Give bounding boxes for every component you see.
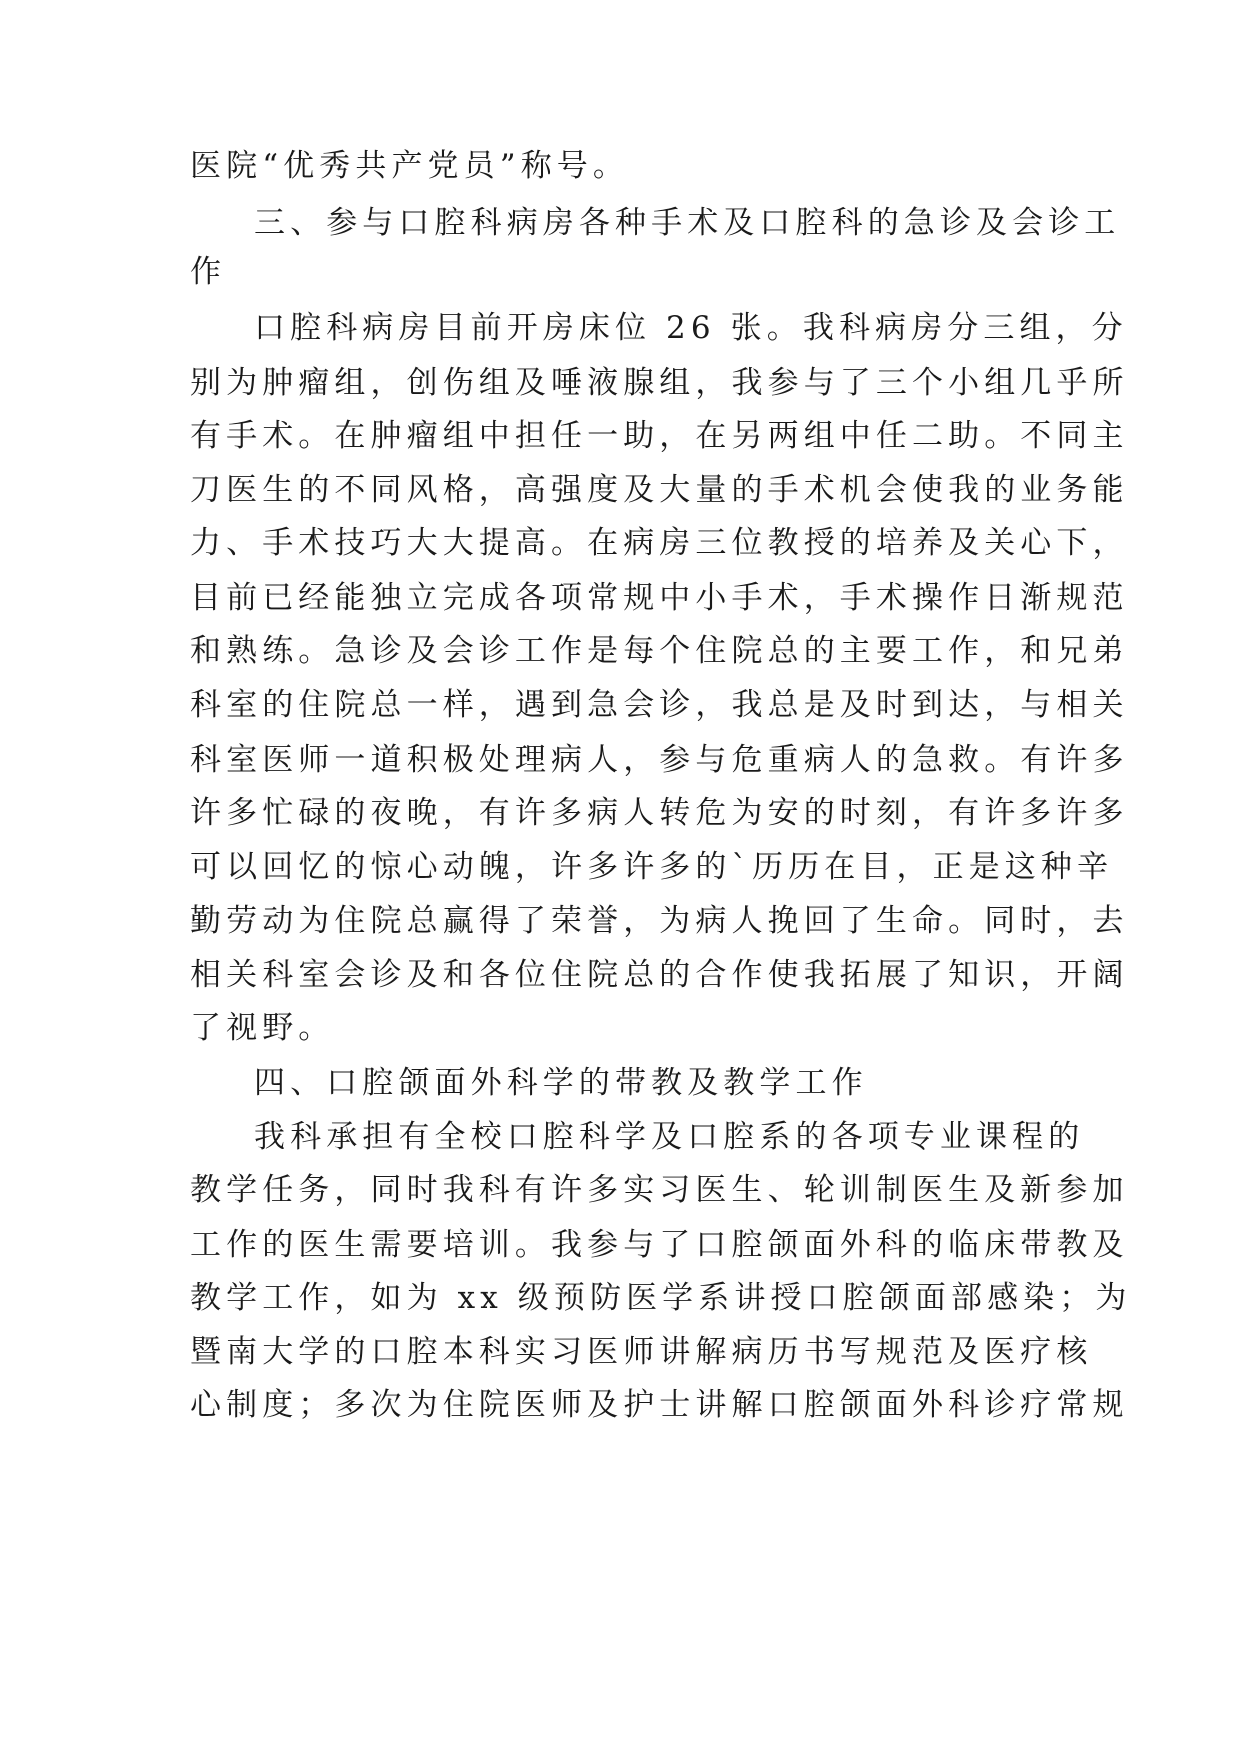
- text-line: 口腔科病房目前开房床位 26 张。我科病房分三组，分: [254, 310, 1128, 346]
- text-line: 目前已经能独立完成各项常规中小手术，手术操作日渐规范: [190, 580, 1129, 616]
- text-line: 教学任务，同时我科有许多实习医生、轮训制医生及新参加: [190, 1172, 1129, 1208]
- text-line: 了视野。: [190, 1010, 335, 1046]
- text-line: 教学工作，如为 xx 级预防医学系讲授口腔颌面部感染；为: [190, 1280, 1132, 1316]
- text-line: 力、手术技巧大大提高。在病房三位教授的培养及关心下，: [190, 525, 1129, 561]
- text-line: 别为肿瘤组，创伤组及唾液腺组，我参与了三个小组几乎所: [190, 365, 1129, 401]
- section-heading: 四、口腔颌面外科学的带教及教学工作: [254, 1065, 868, 1101]
- text-line: 和熟练。急诊及会诊工作是每个住院总的主要工作，和兄弟: [190, 633, 1129, 669]
- text-line: 有手术。在肿瘤组中担任一助，在另两组中任二助。不同主: [190, 418, 1129, 454]
- text-line: 科室的住院总一样，遇到急会诊，我总是及时到达，与相关: [190, 687, 1129, 723]
- section-heading: 三、参与口腔科病房各种手术及口腔科的急诊及会诊工: [254, 205, 1121, 241]
- text-line: 许多忙碌的夜晚，有许多病人转危为安的时刻，有许多许多: [190, 795, 1129, 831]
- text-line: 刀医生的不同风格，高强度及大量的手术机会使我的业务能: [190, 472, 1129, 508]
- text-line: 我科承担有全校口腔科学及口腔系的各项专业课程的: [254, 1119, 1085, 1155]
- text-line: 可以回忆的惊心动魄，许多许多的`历历在目，正是这种辛: [190, 849, 1114, 885]
- text-line: 勤劳动为住院总赢得了荣誉，为病人挽回了生命。同时，去: [190, 903, 1129, 939]
- text-line: 医院“优秀共产党员”称号。: [190, 148, 629, 184]
- text-line: 暨南大学的口腔本科实习医师讲解病历书写规范及医疗核: [190, 1334, 1093, 1370]
- section-heading-continued: 作: [190, 254, 227, 290]
- text-line: 相关科室会诊及和各位住院总的合作使我拓展了知识，开阔: [190, 957, 1129, 993]
- text-line: 工作的医生需要培训。我参与了口腔颌面外科的临床带教及: [190, 1227, 1129, 1263]
- text-line: 心制度；多次为住院医师及护士讲解口腔颌面外科诊疗常规: [190, 1387, 1129, 1423]
- text-line: 科室医师一道积极处理病人，参与危重病人的急救。有许多: [190, 742, 1129, 778]
